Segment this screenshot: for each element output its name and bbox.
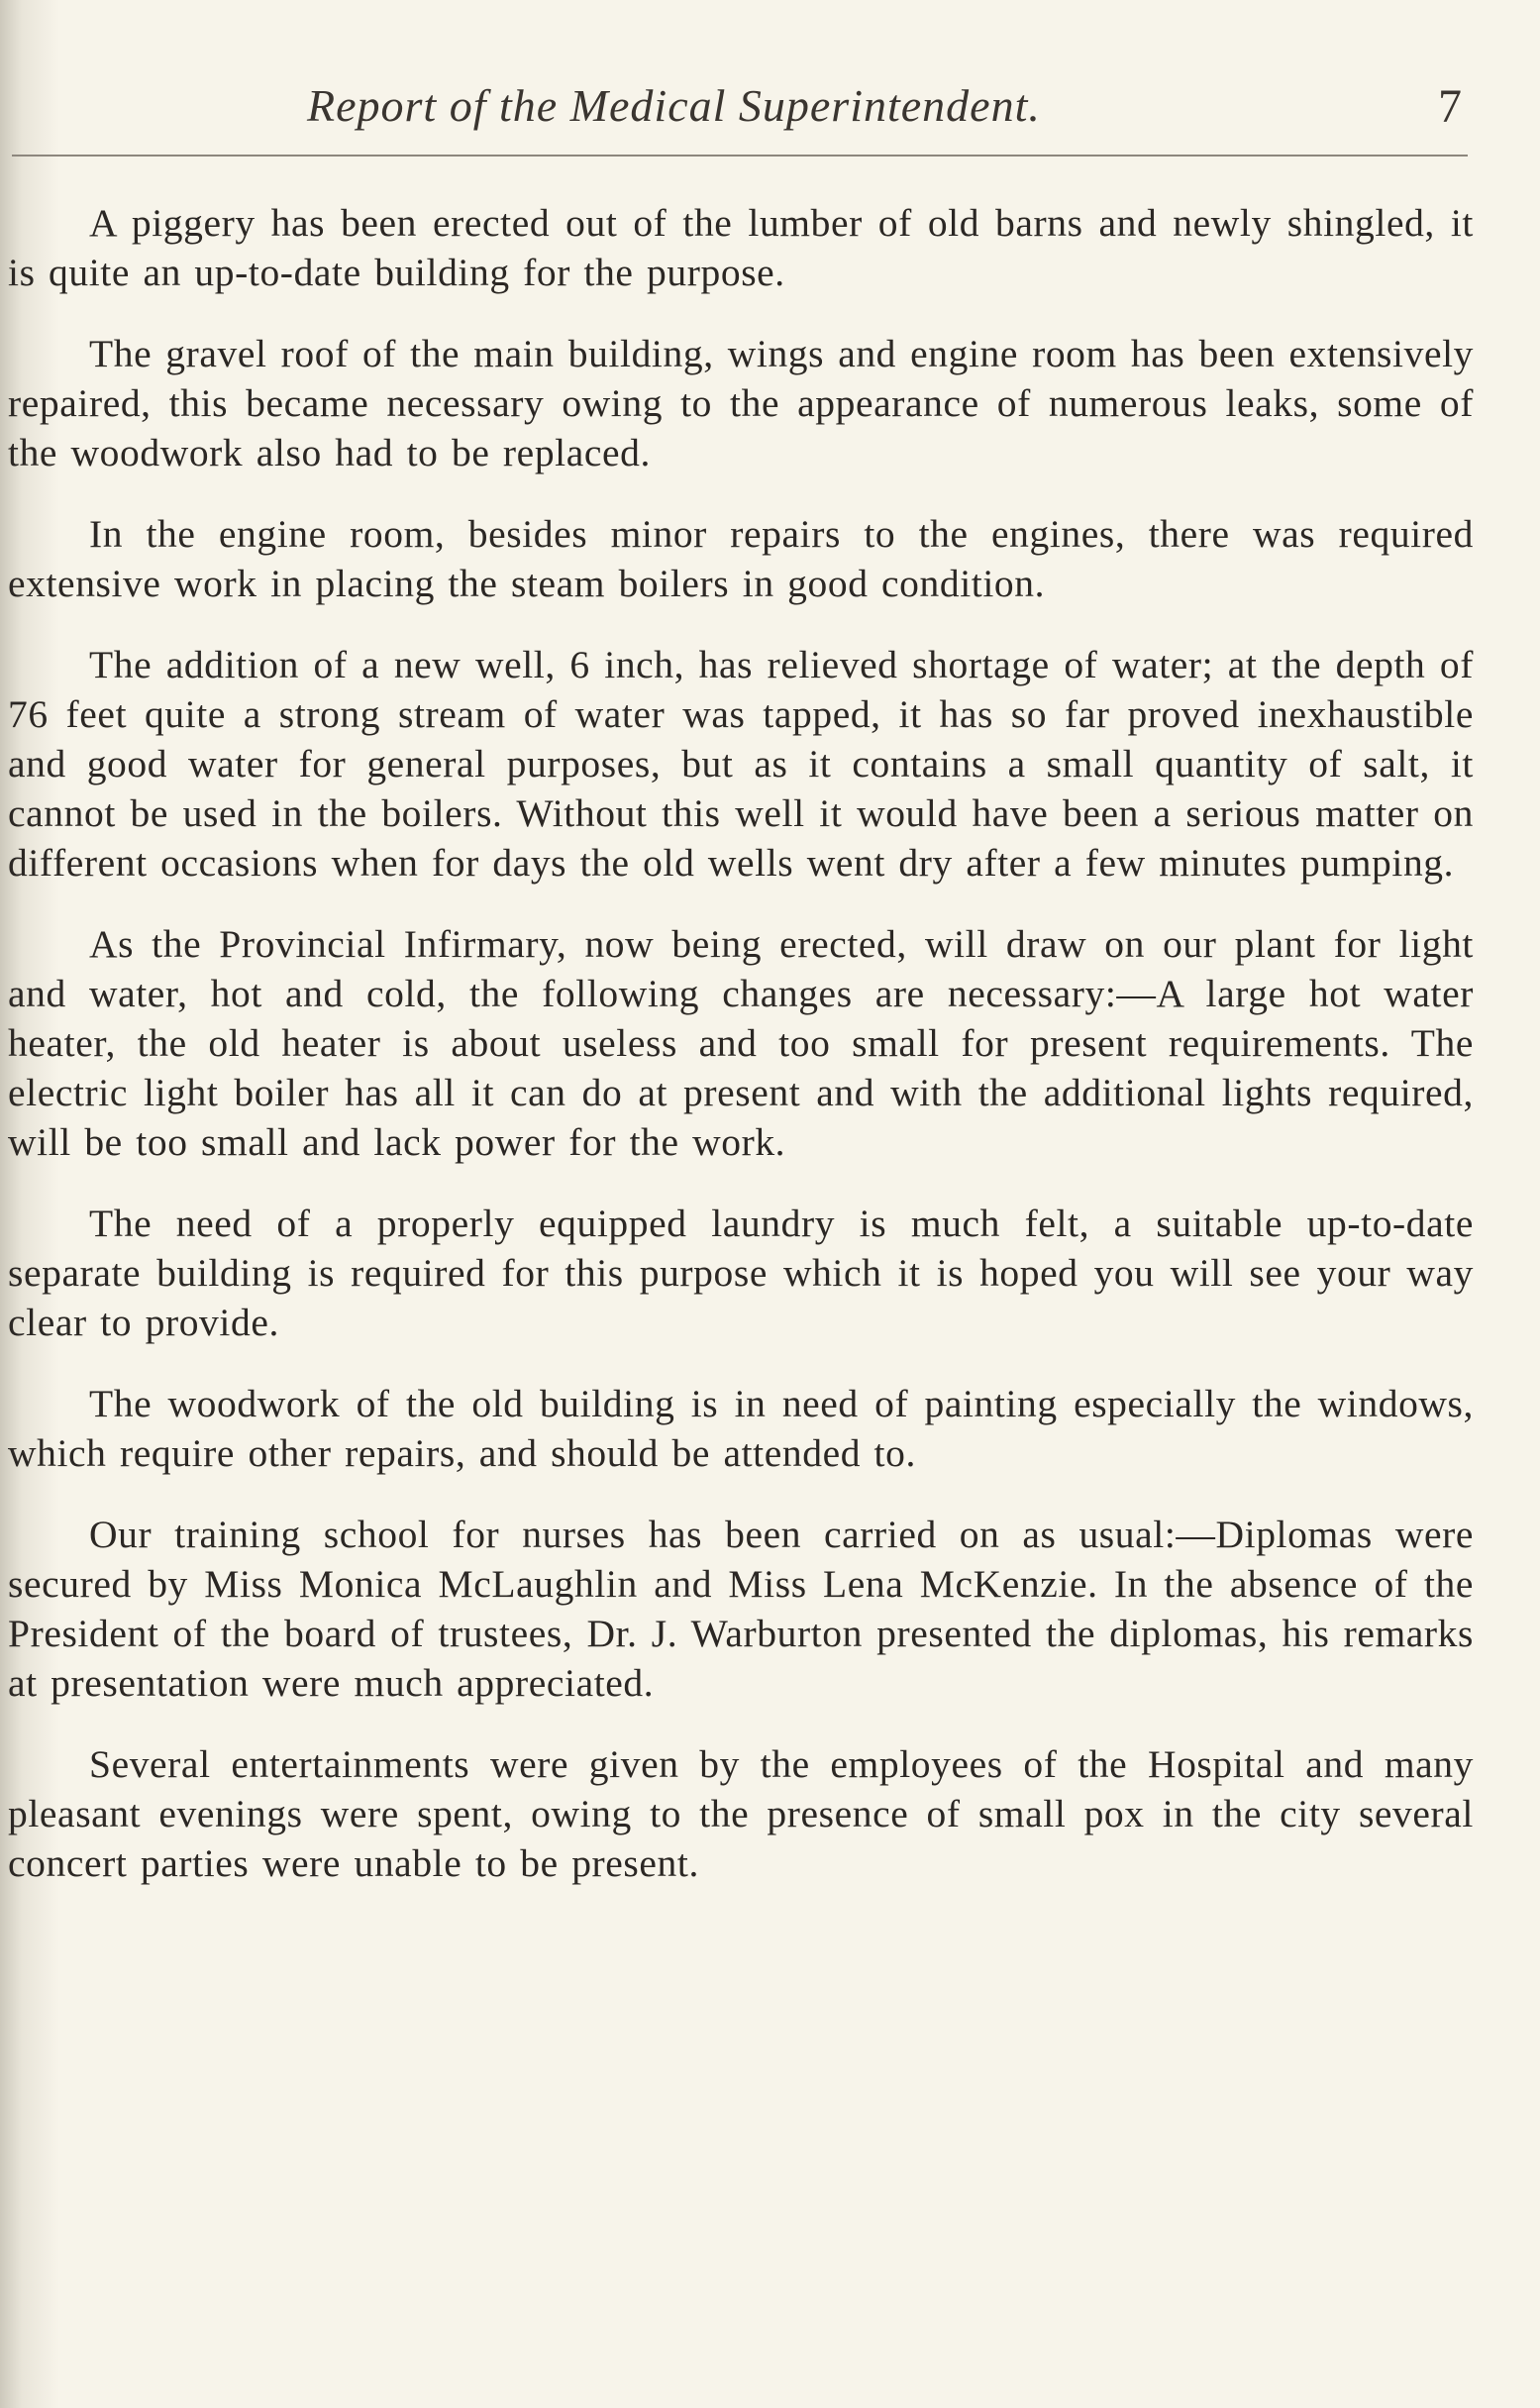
header-rule <box>12 155 1468 157</box>
paragraph-laundry: The need of a properly equipped laundry is much felt, a suitable up-to-date separate building is required for this purpose which it is hoped you will see your way clear to provide. <box>8 1202 1474 1344</box>
paragraph-provincial-infirmary: As the Provincial Infirmary, now being erected, will draw on our plant for light and water, hot and cold, the following changes are necessary:—A large hot water heater, the old heater is about useless and too small for present requirements. The electric light boiler has all it can do at present and with the additional lights required, will be too small and lack power for the work. <box>8 922 1474 1164</box>
paragraph-new-well: The addition of a new well, 6 inch, has relieved shortage of water; at the depth of 76 feet quite a strong stream of water was tapped, it has so far proved inexhaustible and good water for general purposes, but as it contains a small quantity of salt, it cannot be used in the boilers. Without this well it would have been a serious matter on different occasions when for days the old wells went dry after a few minutes pumping. <box>8 643 1474 885</box>
running-head <box>0 79 1540 139</box>
paragraph-piggery: A piggery has been erected out of the lumber of old barns and newly shingled, it is quite an up-to-date building for the purpose. <box>8 201 1474 294</box>
paragraph-gravel-roof: The gravel roof of the main building, wings and engine room has been extensively repaired, this became necessary owing to the appearance of numerous leaks, some of the woodwork also had to be replaced. <box>8 332 1474 474</box>
paragraph-training-school: Our training school for nurses has been carried on as usual:—Diplomas were secured by Miss Monica McLaughlin and Miss Lena McKenzie. In the absence of the President of the board of trustees, Dr. J. Warburton presented the diplomas, his remarks at presentation were much appreciated. <box>8 1513 1474 1705</box>
running-title: Report of the Medical Superintendent. <box>307 80 1041 131</box>
body-text <box>8 198 1474 1920</box>
page-number: 7 <box>1438 80 1462 133</box>
paragraph-woodwork: The woodwork of the old building is in need of painting especially the windows, which require other repairs, and should be attended to. <box>8 1382 1474 1475</box>
paragraph-engine-room: In the engine room, besides minor repairs to the engines, there was required extensive work in placing the steam boilers in good condition. <box>8 512 1474 605</box>
paragraph-entertainments: Several entertainments were given by the employees of the Hospital and many pleasant evenings were spent, owing to the presence of small pox in the city several concert parties were unable to be present. <box>8 1742 1474 1885</box>
